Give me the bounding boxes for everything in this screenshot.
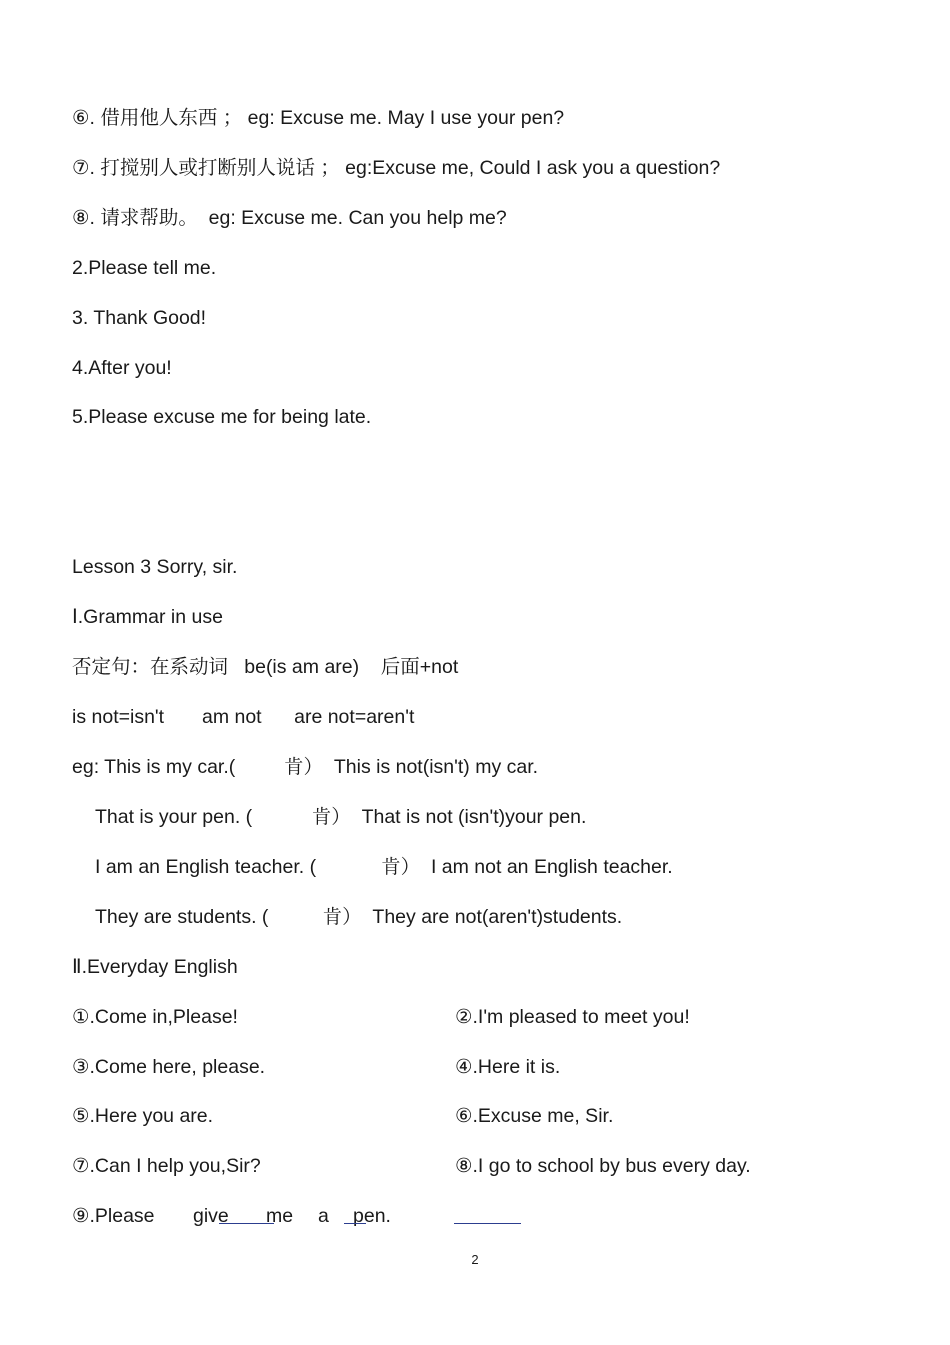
everyday-item: ②.I'm pleased to meet you! <box>455 1006 690 1028</box>
line-borrow: ⑥. 借用他人东西 ； eg: Excuse me. May I use your pen? <box>72 107 565 129</box>
fill-blank-line <box>454 1223 521 1224</box>
fill-blank-line <box>344 1223 366 1224</box>
section-grammar-heading: Ⅰ.Grammar in use <box>72 606 223 628</box>
example-line-2: That is your pen. ( 肯） That is not (isn't)your pen. <box>95 806 587 828</box>
everyday-item-9-prefix: ⑨.Please <box>72 1205 155 1227</box>
grammar-rule: 否定句：在系动词 be(is am are) 后面+not <box>72 656 459 678</box>
line-help: ⑧. 请求帮助。 eg: Excuse me. Can you help me? <box>72 207 507 229</box>
everyday-item: ⑥.Excuse me, Sir. <box>455 1105 614 1127</box>
word-me: me <box>266 1205 294 1227</box>
example-line-1: eg: This is my car.( 肯） This is not(isn't) my car. <box>72 756 539 778</box>
word-pen: pen. <box>353 1205 391 1227</box>
line-after-you: 4.After you! <box>72 357 172 379</box>
everyday-item: ④.Here it is. <box>455 1056 561 1078</box>
fill-blank-line <box>219 1223 274 1224</box>
page-number: 2 <box>471 1252 479 1267</box>
word-a: a <box>318 1205 329 1227</box>
line-interrupt: ⑦. 打搅别人或打断别人说话 ； eg:Excuse me, Could I ask you a question? <box>72 157 721 179</box>
example-line-3: I am an English teacher. ( 肯） I am not an English teacher. <box>95 856 673 878</box>
section-everyday-heading: Ⅱ.Everyday English <box>72 956 238 978</box>
line-excuse-late: 5.Please excuse me for being late. <box>72 406 372 428</box>
everyday-item: ⑧.I go to school by bus every day. <box>455 1155 751 1177</box>
everyday-item: ⑦.Can I help you,Sir? <box>72 1155 261 1177</box>
everyday-item: ①.Come in,Please! <box>72 1006 238 1028</box>
everyday-item: ③.Come here, please. <box>72 1056 266 1078</box>
lesson-title: Lesson 3 Sorry, sir. <box>72 556 238 578</box>
grammar-forms: is not=isn't am not are not=aren't <box>72 706 415 728</box>
everyday-item: ⑤.Here you are. <box>72 1105 214 1127</box>
word-give: give <box>193 1205 229 1227</box>
line-please-tell: 2.Please tell me. <box>72 257 217 279</box>
line-thank: 3. Thank Good! <box>72 307 207 329</box>
example-line-4: They are students. ( 肯） They are not(aren't)students. <box>95 906 623 928</box>
